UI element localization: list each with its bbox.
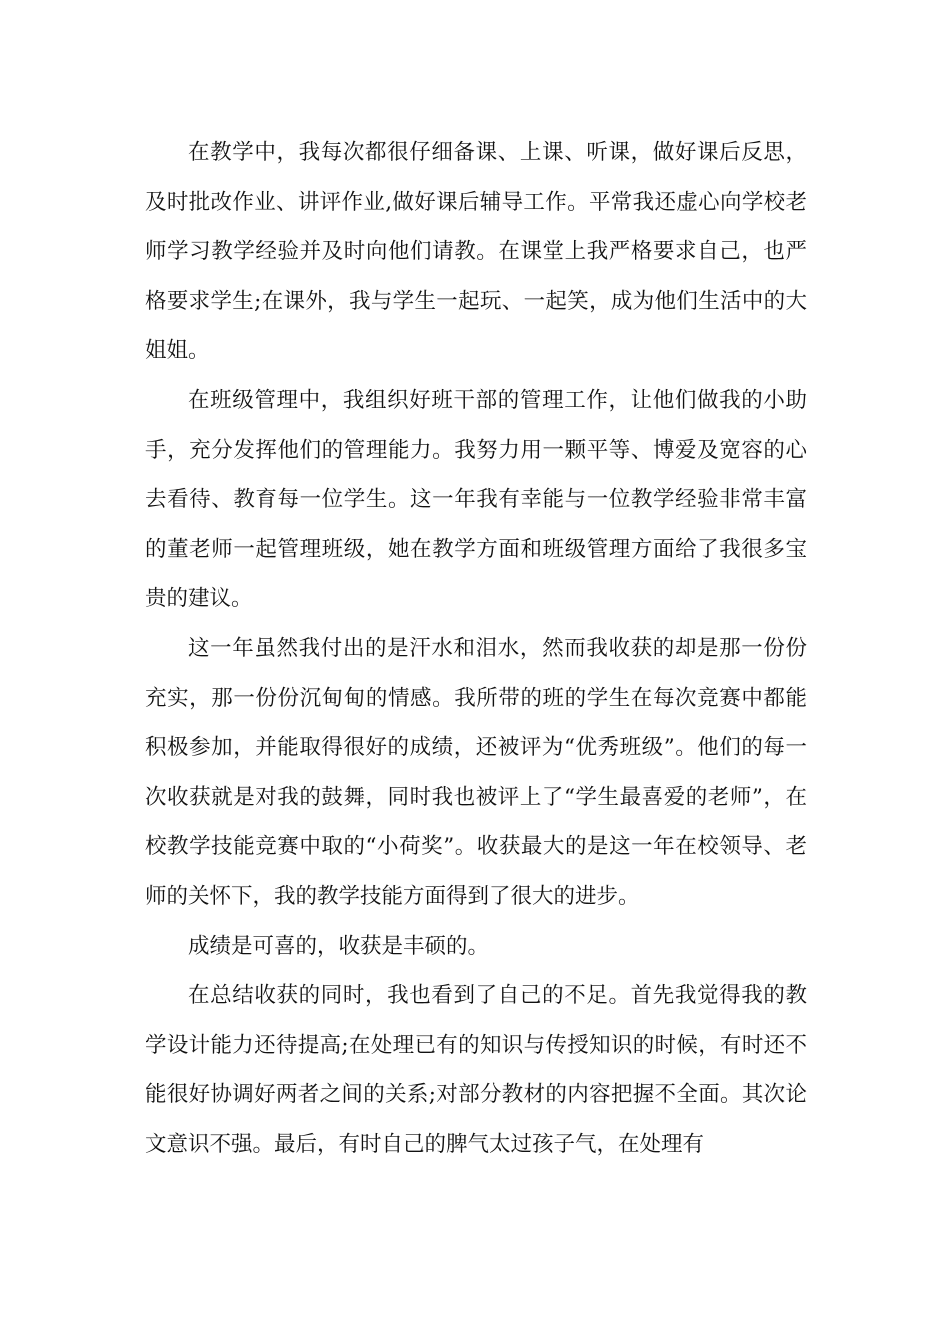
paragraph-shortcomings: 在总结收获的同时，我也看到了自己的不足。首先我觉得我的教学设计能力还待提高;在处理已有的知识与传授知识的时候，有时还不能很好协调好两者之间的关系;对部分教材的内容把握不全面。其次论文意识不强。最后，有时自己的脾气太过孩子气，在处理有 <box>145 983 807 1157</box>
paragraph-teaching: 在教学中，我每次都很仔细备课、上课、听课，做好课后反思，及时批改作业、讲评作业,做好课后辅导工作。平常我还虚心向学校老师学习教学经验并及时向他们请教。在课堂上我严格要求自己，也严格要求学生;在课外，我与学生一起玩、一起笑，成为他们生活中的大姐姐。 <box>145 140 807 364</box>
document-body <box>145 128 807 1169</box>
paragraph-summary: 成绩是可喜的，收获是丰硕的。 <box>188 933 490 959</box>
paragraph-class-management: 在班级管理中，我组织好班干部的管理工作，让他们做我的小助手，充分发挥他们的管理能力。我努力用一颗平等、博爱及宽容的心去看待、教育每一位学生。这一年我有幸能与一位教学经验非常丰富的董老师一起管理班级，她在教学方面和班级管理方面给了我很多宝贵的建议。 <box>145 387 807 612</box>
paragraph-achievements: 这一年虽然我付出的是汗水和泪水，然而我收获的却是那一份份充实，那一份份沉甸甸的情感。我所带的班的学生在每次竞赛中都能积极参加，并能取得很好的成绩，还被评为“优秀班级”。他们的每一次收获就是对我的鼓舞，同时我也被评上了“学生最喜爱的老师”，在校教学技能竞赛中取的“小荷奖”。收获最大的是这一年在校领导、老师的关怀下，我的教学技能方面得到了很大的进步。 <box>145 635 807 909</box>
